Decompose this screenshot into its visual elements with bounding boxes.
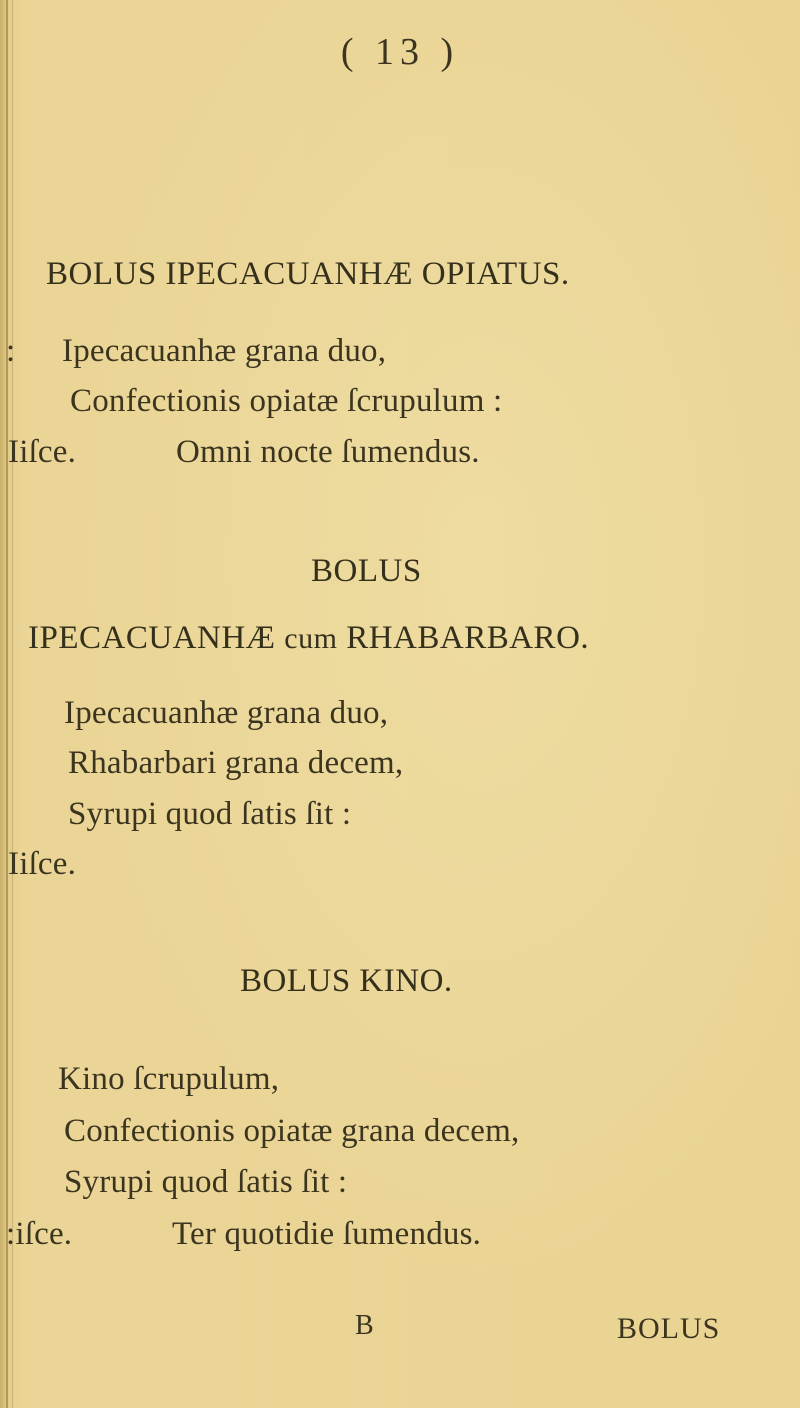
ingredient-line: Ipecacuanhæ grana duo, xyxy=(64,695,389,731)
margin-fragment: :iſce. xyxy=(6,1216,73,1252)
title-word: RHABARBARO. xyxy=(346,620,590,656)
section-title-ipecacuanhae-cum-rhabarbaro xyxy=(28,620,589,657)
binding-edge-inner xyxy=(12,0,13,1408)
margin-fragment: Iiſce. xyxy=(8,434,77,470)
ingredient-line: Confectionis opiatæ ſcrupulum : xyxy=(70,383,503,419)
section-title-bolus: BOLUS xyxy=(311,553,422,589)
ingredient-line: Rhabarbari grana decem, xyxy=(68,745,404,781)
section-title-bolus-kino: BOLUS KINO. xyxy=(240,963,453,999)
margin-fragment: : xyxy=(6,333,16,369)
ingredient-line: Syrupi quod ſatis ſit : xyxy=(64,1164,348,1200)
ingredient-line: Confectionis opiatæ grana decem, xyxy=(64,1113,520,1149)
margin-fragment: Iiſce. xyxy=(8,846,77,882)
signature-mark: B xyxy=(355,1310,374,1341)
ingredient-line: Kino ſcrupulum, xyxy=(58,1061,280,1097)
catchword: BOLUS xyxy=(617,1312,721,1345)
page-number: ( 13 ) xyxy=(340,31,460,73)
title-word: IPECACUANHÆ xyxy=(28,620,276,656)
ingredient-line: Syrupi quod ſatis ſit : xyxy=(68,796,352,832)
directions-line: Omni nocte ſumendus. xyxy=(176,434,480,470)
section-title-bolus-ipecacuanhae-opiatus: BOLUS IPECACUANHÆ OPIATUS. xyxy=(46,256,570,292)
directions-line: Ter quotidie ſumendus. xyxy=(172,1216,482,1252)
ingredient-line: Ipecacuanhæ grana duo, xyxy=(62,333,387,369)
binding-edge xyxy=(6,0,8,1408)
title-word: cum xyxy=(284,622,338,655)
